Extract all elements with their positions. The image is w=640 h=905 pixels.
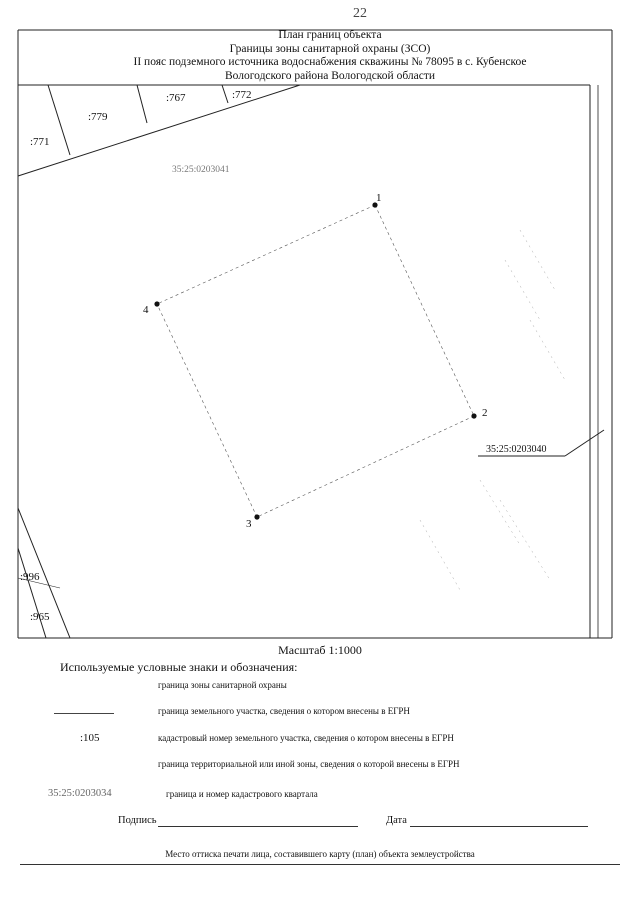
faint-hatching — [420, 230, 565, 590]
legend-symbol-cadastral-number: :105 — [80, 732, 100, 744]
parcel-996-label: :996 — [20, 571, 40, 583]
point-3-marker — [254, 514, 259, 519]
legend-item-territorial-zone — [40, 759, 580, 775]
title-line-2: Границы зоны санитарной охраны (ЗСО) — [229, 42, 431, 55]
legend-item-cadastral-number — [40, 733, 580, 749]
legend-symbol-quarter: 35:25:0203034 — [48, 788, 112, 799]
point-3-label: 3 — [246, 518, 252, 530]
legend-text-zone: граница зоны санитарной охраны — [158, 680, 287, 690]
legend-text-quarter: граница и номер кадастрового квартала — [166, 789, 318, 799]
signature-line — [158, 826, 358, 827]
title-line-4: Вологодского района Вологодской области — [224, 69, 436, 82]
legend-item-quarter — [40, 789, 580, 805]
legend-symbol-parcel — [40, 706, 150, 720]
page-number: 22 — [353, 6, 367, 21]
date-label: Дата — [386, 815, 407, 826]
zone-points — [154, 202, 476, 519]
signature-label: Подпись — [118, 815, 157, 826]
sanitary-zone-boundary — [157, 205, 474, 517]
date-line — [410, 826, 588, 827]
legend-text-parcel: граница земельного участка, сведения о котором внесены в ЕГРН — [158, 706, 410, 716]
parcel-boundaries — [18, 85, 300, 638]
point-1-label: 1 — [376, 192, 382, 204]
point-2-marker — [471, 413, 476, 418]
title-line-1: План границ объекта — [278, 29, 382, 41]
legend-symbol-territorial-zone — [40, 759, 150, 773]
legend-symbol-zone — [40, 680, 150, 694]
scale-label: Масштаб 1:1000 — [278, 643, 362, 657]
point-4-label: 4 — [143, 304, 149, 316]
point-2-label: 2 — [482, 407, 488, 419]
quarter-main-label: 35:25:0203041 — [172, 165, 230, 175]
legend-item-zone — [40, 680, 580, 696]
parcel-779-label: :779 — [88, 111, 108, 123]
parcel-771-label: :771 — [30, 136, 50, 148]
legend-text-territorial-zone: граница территориальной или иной зоны, сведения о которой внесены в ЕГРН — [158, 759, 460, 769]
footer-note: Место оттиска печати лица, составившего карту (план) объекта землеустройства — [165, 849, 475, 859]
parcel-965-label: :965 — [30, 611, 50, 623]
title-line-3: II пояс подземного источника водоснабжения скважины № 78095 в с. Кубенское — [133, 56, 527, 68]
legend-title: Используемые условные знаки и обозначения: — [60, 660, 298, 674]
footer-rule — [20, 864, 620, 865]
parcel-767-label: :767 — [166, 92, 186, 104]
legend-text-cadastral-number: кадастровый номер земельного участка, сведения о котором внесены в ЕГРН — [158, 733, 454, 743]
legend-item-parcel — [40, 706, 580, 722]
quarter-east-label: 35:25:0203040 — [486, 444, 547, 455]
point-4-marker — [154, 301, 159, 306]
parcel-772-label: :772 — [232, 89, 252, 101]
